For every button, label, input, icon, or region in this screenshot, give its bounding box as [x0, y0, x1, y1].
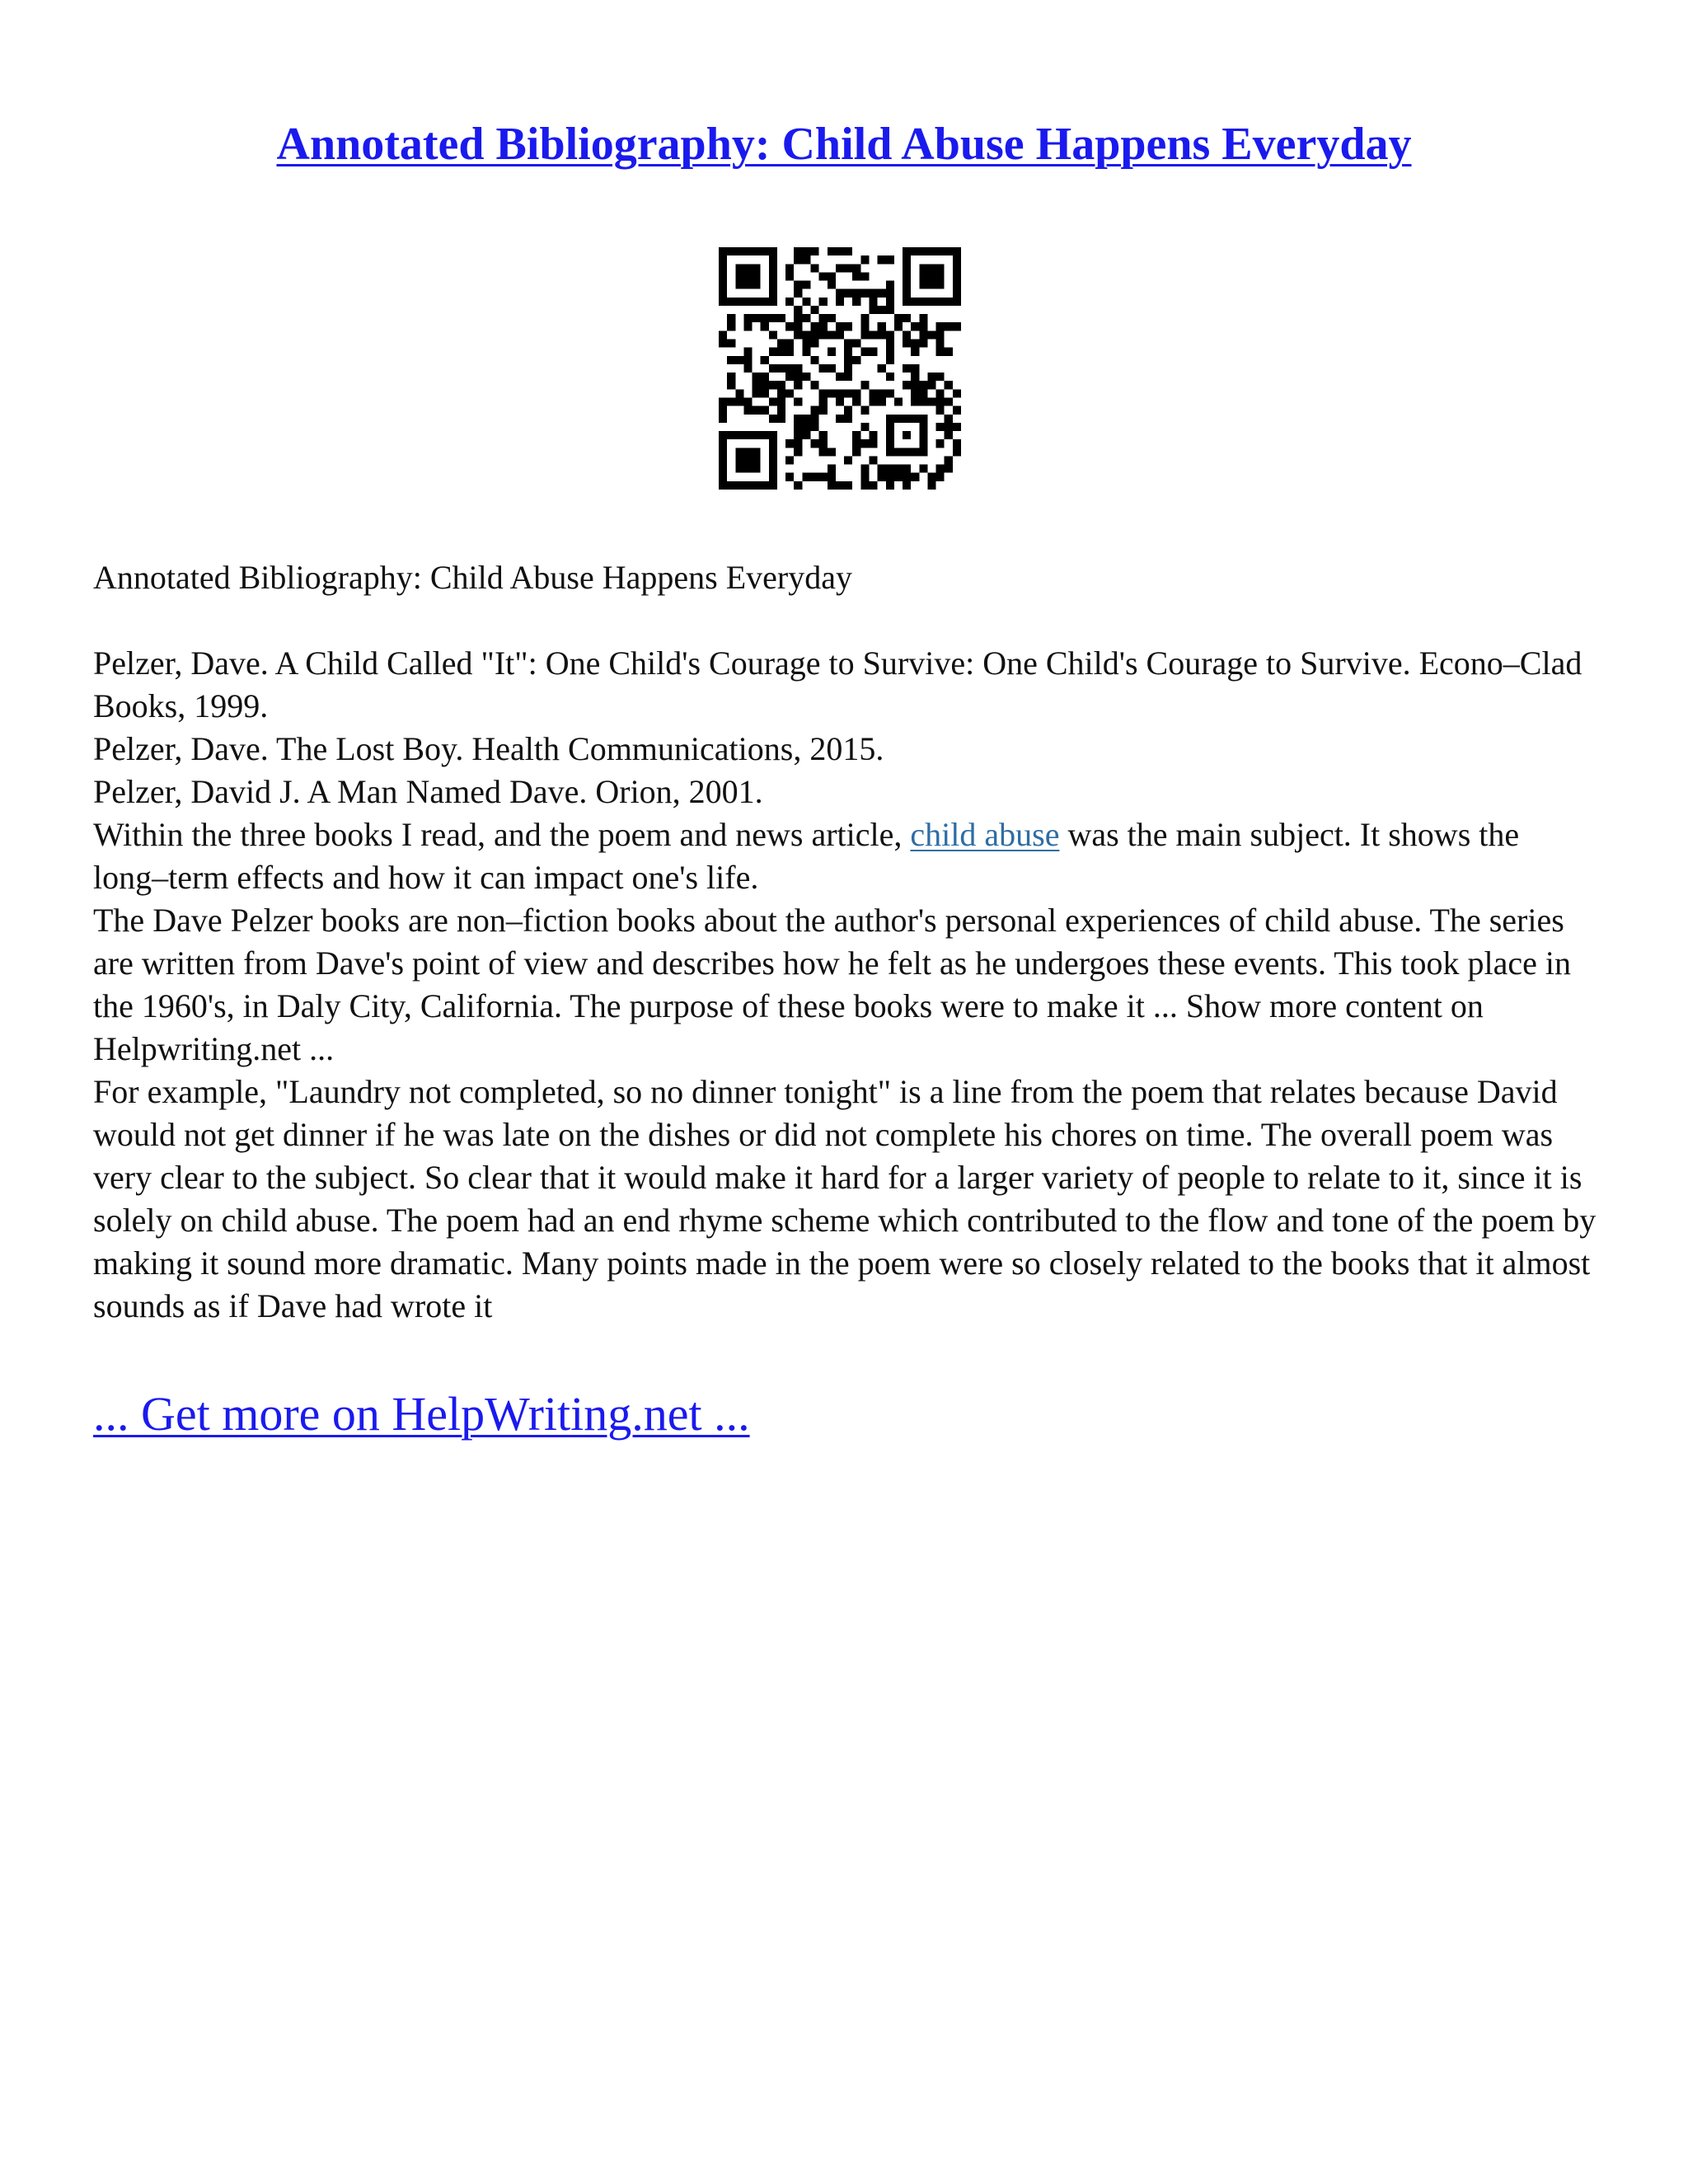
- paragraph-poem: For example, "Laundry not completed, so no dinner tonight" is a line from the poem that relates because David would not get dinner if he was late on the dishes or did not complete his chores on time. The overall poem was very clear to the subject. So clear that it would make it hard for a larger variety of people to relate to it, since it is solely on child abuse. The poem had an end rhyme scheme which contributed to the flow and tone of the poem by making it sound more dramatic. Many points made in the poem were so closely related to the books that it almost sounds as if Dave had wrote it: [93, 1073, 1597, 1324]
- paragraph-books: The Dave Pelzer books are non–fiction books about the author's personal experiences of child abuse. The series are written from Dave's point of view and describes how he felt as he undergoes these events. This took place in the 1960's, in Daly City, California. The purpose of these books were to make it ... Show more content on Helpwriting.net ...: [93, 902, 1571, 1067]
- document-subtitle: Annotated Bibliography: Child Abuse Happens Everyday: [93, 559, 852, 596]
- document-body: [93, 556, 1601, 1328]
- child-abuse-link[interactable]: child abuse: [910, 816, 1060, 853]
- citation-1: Pelzer, Dave. A Child Called "It": One Child's Courage to Survive: One Child's Courage to Survive. Econo–Clad Books, 1999.: [93, 644, 1582, 724]
- citation-3: Pelzer, David J. A Man Named Dave. Orion, 2001.: [93, 773, 763, 810]
- paragraph-intro-after: was the main subject. It shows the long–term effects and how it can impact one's life.: [93, 816, 1520, 896]
- page-title: [0, 115, 1688, 173]
- qr-code-graphic: [719, 247, 961, 490]
- get-more-link[interactable]: ... Get more on HelpWriting.net ...: [93, 1387, 750, 1441]
- qr-code-icon: [719, 247, 961, 490]
- title-link[interactable]: Annotated Bibliography: Child Abuse Happens Everyday: [276, 119, 1412, 170]
- citation-2: Pelzer, Dave. The Lost Boy. Health Communications, 2015.: [93, 730, 884, 767]
- paragraph-intro: [93, 813, 1601, 899]
- get-more-section: [93, 1385, 750, 1444]
- paragraph-intro-before: Within the three books I read, and the poem and news article,: [93, 816, 911, 853]
